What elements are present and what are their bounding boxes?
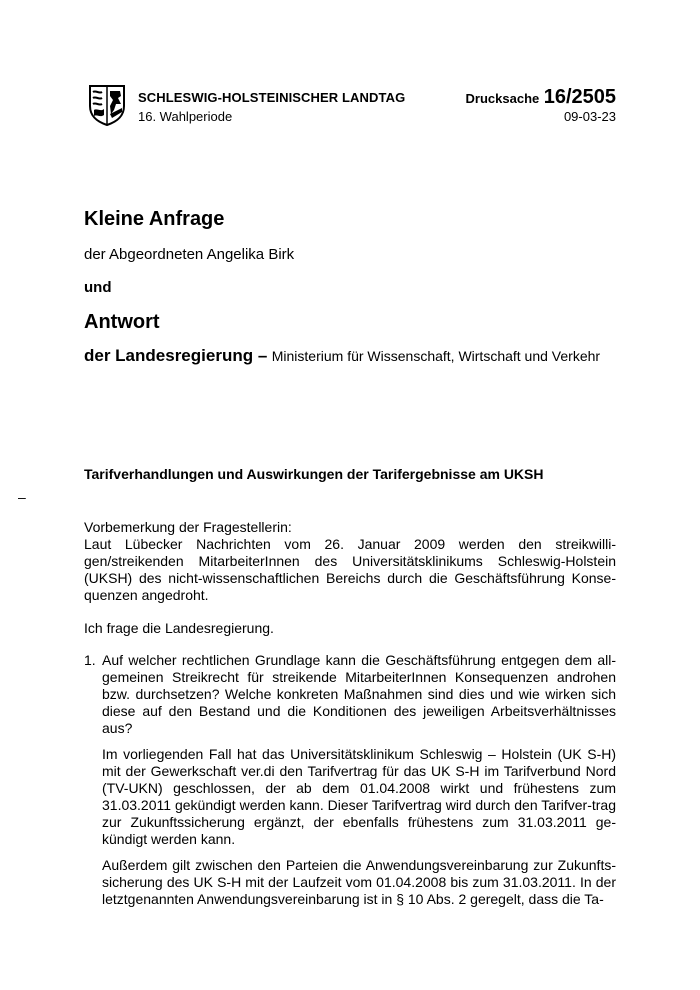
document-date: 09-03-23 <box>563 109 616 124</box>
question-number: 1. <box>84 652 96 668</box>
answer-paragraph-2: Außerdem gilt zwischen den Parteien die Anwendungsvereinbarung zur Zukunfts-sicherung des UK S-H mit der Laufzeit vom 01.04.2008 bis zum 31.03.2011. In der letztgenannten Anwendungsvereinbarung ist in § 10 Abs. 2 geregelt, dass die Ta- <box>102 857 616 907</box>
preamble-heading: Vorbemerkung der Fragestellerin: <box>84 519 292 535</box>
title-antwort: Antwort <box>84 311 160 333</box>
subject-heading: Tarifverhandlungen und Auswirkungen der Tarifergebnisse am UKSH <box>84 466 544 482</box>
drucksache-number: 16/2505 <box>543 86 616 108</box>
answer-paragraph-1: Im vorliegenden Fall hat das Universitätsklinikum Schleswig – Holstein (UK S-H) mit der Gewerkschaft ver.di den Tarifvertrag für das UK S-H im Tarifverbund Nord (TV-UKN) geschlossen, der ab dem 01.04.2008 wirkt und frühestens zum 31.03.2011 gekündigt werden kann. Dieser Tarifvertrag wird durch den Tarifver-trag zur Zukunftssicherung ergänzt, der ebenfalls frühestens zum 31.03.2011 ge-kündigt werden kann. <box>102 746 616 847</box>
government-line <box>84 346 600 366</box>
landesregierung-label: der Landesregierung – <box>84 346 268 365</box>
parliament-name: SCHLESWIG-HOLSTEINISCHER LANDTAG <box>138 90 406 105</box>
ministry-name: Ministerium für Wissenschaft, Wirtschaft und Verkehr <box>271 348 601 364</box>
coat-of-arms-icon <box>88 84 126 126</box>
election-period: 16. Wahlperiode <box>138 109 233 124</box>
preamble-text: Laut Lübecker Nachrichten vom 26. Januar 2009 werden den streikwilli-gen/streikenden MitarbeiterInnen des Universitätsklinikums Schleswig-Holstein (UKSH) des nicht-wissenschaftlichen Bereichs durch die Geschäftsführung Konse-quenzen angedroht. <box>84 536 616 603</box>
title-kleine-anfrage: Kleine Anfrage <box>84 208 225 230</box>
drucksache-label: Drucksache <box>465 91 540 106</box>
margin-dash: – <box>18 489 26 505</box>
preamble <box>84 519 616 604</box>
question-intro: Ich frage die Landesregierung. <box>84 620 274 636</box>
question-text: Auf welcher rechtlichen Grundlage kann die Geschäftsführung entgegen dem all-gemeinen Streikrecht für streikende MitarbeiterInnen Konsequenzen androhen bzw. durchsetzen? Welche konkreten Maßnahmen sind dies und wie wirken sich diese auf den Bestand und die Konditionen des jeweiligen Arbeitsverhältnisses aus? <box>102 652 616 736</box>
member-line: der Abgeordneten Angelika Birk <box>84 246 295 263</box>
document-number <box>466 86 616 109</box>
und-line: und <box>84 279 112 296</box>
